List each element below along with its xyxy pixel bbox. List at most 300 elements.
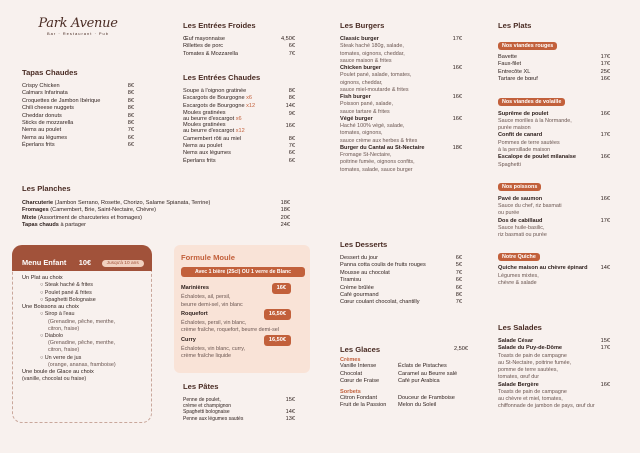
item-name: Tartare de bœuf [498,76,538,83]
item-price: 6€ [288,43,295,50]
flavor-name: Citron Fondant [340,394,378,401]
flavor-row [340,371,468,378]
menu-item [22,98,134,105]
flavor-row [340,395,468,402]
kids-glace-label: Une boule de Glace au choix [22,369,94,376]
tapas-list [22,83,134,150]
item-name: Cœur coulant chocolat, chantilly [340,299,420,306]
menu-item [498,218,610,225]
item-name [183,143,222,150]
tapas-title: Tapas Chaudes [22,68,78,77]
desserts-title: Les Desserts [340,240,388,249]
item-description: tomates, salade, sauce burger [340,166,413,173]
pates-section [183,382,295,424]
item-name [183,150,231,157]
item-name: Faux-filet [498,61,522,68]
poissons-list [498,196,610,240]
menu-item [498,69,610,76]
formule-content [181,253,305,360]
item-price: 4,50€ [281,36,295,42]
item-name: Éperlans frits [22,142,55,149]
glaces-title: Les Glaces [340,345,381,354]
kids-plat-label: Un Plat au choix [22,275,63,281]
flavor-name: Douceur de Framboise [398,394,455,401]
item-price: 17€ [600,345,610,352]
formule-title: Formule Moule [181,253,236,262]
item-description: riz basmati ou purée [498,232,547,239]
kids-plat-option: ○ Steak haché & frites [40,282,93,289]
entrees-froides-title: Les Entrées Froides [183,21,256,30]
menu-item [498,154,610,161]
item-quantity: x12 [244,102,256,109]
item-name: Tomates & Mozzarella [183,50,239,57]
item-price: 17€ [600,132,610,139]
menu-item [498,61,610,68]
kids-plat-option: ○ Poulet pané & frites [40,289,92,296]
item-name: Sticks de mozzarella [22,120,74,127]
item-name: Végé burger [340,115,373,122]
menu-item [22,120,134,127]
item-price: 16€ [600,381,610,388]
item-description: chèvre & salade [498,280,537,287]
item-name: Nems au légumes [22,134,68,141]
item-name-line: Camembert rôti au miel [183,135,242,142]
item-price: 5€ [455,262,462,269]
item-description: Sauce huile-basilic, [498,225,545,232]
kids-boisson-label: Une Boissons au choix [22,304,79,311]
burgers-section [340,21,462,174]
item-price: 8€ [127,97,134,104]
menu-item [340,116,462,123]
item-price: 16€ [285,123,295,130]
item-price: 16€ [600,110,610,117]
item-name: Panna cotta coulis de fruits rouges [340,262,426,269]
kids-boisson-option: (Grenadine, pêche, menthe, [48,318,116,325]
item-name: Chili cheese nuggets [22,105,74,112]
item-name: Marinières [181,285,209,291]
item-name [183,158,216,165]
item-description: Sauce du chef, riz basmati [498,203,562,210]
kids-boisson-option: citron, fraise) [48,347,80,354]
item-name: Entrecôte XL [498,68,531,75]
item-description: chiffonnade de jambon de pays, œuf dur [498,403,595,410]
item-price: 18€ [452,144,462,151]
formule-list [181,283,305,360]
cremes-list [340,363,468,385]
item-name: Salade César [498,338,534,344]
item-name-line: Éperlans frits [183,157,216,164]
flavor-row [340,363,468,370]
item-name: Roquefort [181,310,208,317]
item-name [183,416,243,423]
item-name-line: Escargots de Bourgogne [183,95,245,102]
volaille-list [498,111,610,169]
kids-age-badge: Jusqu'à 10 ans [102,260,144,267]
kids-boissons-list [22,311,148,369]
item-price: 14€ [600,265,610,272]
desserts-section [340,240,462,307]
item-description: sauce tartare & frites [340,108,390,115]
menu-item [498,196,610,203]
item-name [183,136,241,143]
menu-item [183,136,295,143]
item-price: 7€ [288,143,295,149]
volaille-tag: Nos viandes de volaille [498,98,565,106]
menu-item [340,255,462,262]
item-name [183,409,230,416]
menu-item [22,83,134,90]
poissons-tag: Nos poissons [498,183,541,191]
item-title: Tapas chauds [22,222,59,229]
item-price: 7€ [288,50,295,57]
item-name: Pavé de saumon [498,195,543,202]
menu-item [22,222,290,229]
flavor-row [340,378,468,385]
item-price: 16€ [600,195,610,202]
logo [36,16,120,36]
item-price: 16€ [272,283,291,294]
item-price: 17€ [452,36,462,42]
item-name: Salade Bergère [498,381,539,388]
plats-section [498,21,610,287]
kids-menu-content [22,275,148,384]
item-price: 18€ [280,200,290,206]
entrees-chaudes-section [183,73,295,165]
item-price: 17€ [600,54,610,60]
item-detail: à partager [58,222,86,229]
item-quantity: x12 [234,128,245,134]
item-description: beurre demi-sel, vin blanc [181,301,243,308]
menu-item [340,65,462,72]
menu-item [340,36,462,43]
item-name: Crispy Chicken [22,83,60,89]
item-description: sauce miel-moutarde & frites [340,86,409,93]
item-title: Fromages [22,207,49,214]
item-price: 7€ [455,269,462,276]
flavor-name: Chocolat [340,370,363,377]
item-price: 7€ [127,127,134,134]
item-name: Nems au poulet [22,127,62,134]
item-price: 8€ [288,88,295,94]
menu-item [183,397,295,409]
menu-item [183,95,295,102]
item-description: au St-Nectaire, poitrine fumée, [498,360,572,367]
item-name: Confit de canard [498,132,543,139]
item-price: 16,50€ [264,335,291,346]
menu-item [183,103,295,110]
quiche-list [498,265,610,287]
formule-item [181,283,305,294]
item-name: Café gourmand [340,292,379,299]
menu-item [22,90,134,97]
item-description: Échalotes, persil, vin blanc, [181,320,247,327]
item-description: Poisson pané, salade, [340,101,394,108]
formule-item [181,309,305,320]
item-name-line: Moules gratinées [183,110,226,117]
item-description: oignons, cheddar, [340,79,383,86]
glaces-sorbets-label: Sorbets [340,388,361,395]
item-name: Dessert du jour [340,255,378,261]
item-name: Croquettes de Jambon Ibérique [22,97,101,104]
burgers-list [340,36,462,174]
planches-list [22,200,290,230]
item-name-line: Spaghetti bolognaise [183,409,230,415]
entrees-froides-section [183,21,295,58]
item-name: Dos de cabillaud [498,217,543,224]
item-name [183,88,246,95]
menu-item [340,145,462,152]
plats-title: Les Plats [498,21,532,30]
menu-item [498,132,610,139]
item-description: pomme de terre sautées, [498,367,558,374]
sorbets-list [340,395,468,410]
item-name [183,103,255,110]
menu-item [498,111,610,118]
item-price: 6€ [127,142,134,149]
menu-item [22,127,134,134]
quiche-tag: Notre Quiche [498,253,540,261]
kids-boisson-option: (Grenadine, pêche, menthe, [48,340,116,347]
menu-item [183,150,295,157]
item-name-line: au beurre d'escargot [183,128,235,134]
flavor-name: Éclats de Pistaches [398,363,447,370]
menu-item [498,338,610,345]
item-name: Classic burger [340,36,379,42]
item-name [22,207,156,214]
item-description: Steak haché 180g, salade, [340,43,404,50]
item-title: Charcuterie [22,200,54,206]
menu-item [340,285,462,292]
menu-item [340,270,462,277]
glaces-cremes-label: Crèmes [340,357,361,364]
item-price: 16,50€ [264,309,291,320]
menu-item [183,36,295,43]
item-price: 6€ [455,284,462,291]
item-price: 7€ [455,299,462,306]
item-price: 8€ [455,292,462,299]
planches-title: Les Planches [22,184,71,193]
item-description: Échalotes, vin blanc, curry, [181,346,246,353]
viandes-rouges-list [498,54,610,84]
burgers-title: Les Burgers [340,21,385,30]
viandes-rouges-tag: Nos viandes rouges [498,42,557,50]
item-price: 16€ [600,76,610,83]
item-name: Suprême de poulet [498,110,549,117]
item-name-line: au beurre d'escargot [183,115,235,122]
menu-item [22,113,134,120]
formule-item [181,335,305,346]
item-description: Échalotes, ail, persil, [181,294,231,301]
item-detail: (Camembert, Brie, Saint-Nectaire, Chèvre) [48,207,156,214]
item-description: Poulet pané, salade, tomates, [340,72,412,79]
menu-item [498,76,610,83]
glaces-section [340,346,468,409]
item-description: Légumes mixtes, [498,272,539,279]
item-price: 8€ [127,112,134,119]
flavor-name: Fruit de la Passion [340,402,387,409]
item-price: 6€ [455,277,462,284]
item-price: 20€ [280,214,290,221]
item-name [183,95,252,102]
logo-tagline: Bar · Restaurant · Pub [46,31,110,36]
item-name: Fish burger [340,94,371,101]
item-name [22,215,142,222]
item-title: Mixte [22,214,37,221]
kids-boisson-option: citron, fraise) [48,325,80,332]
menu-item [340,292,462,299]
kids-boisson-option: ○ Sirop à l'eau [40,311,75,318]
item-name-line: Soupe à l'oignon gratinée [183,88,247,94]
item-price: 6€ [455,255,462,261]
item-price: 6€ [288,150,295,157]
item-description: Toasts de pain de campagne [498,352,567,359]
item-price: 16€ [452,65,462,72]
item-name [183,111,242,122]
menu-item [498,382,610,389]
kids-boisson-option: (orange, ananas, framboise) [48,361,116,368]
flavor-name: Cœur de Fraise [340,378,380,385]
glaces-price: 2,50€ [454,346,468,352]
menu-item [183,123,295,134]
item-name: Burger du Cantal au St-Nectaire [340,144,425,151]
menu-item [498,265,610,272]
item-name-line: Escargots de Bourgogne [183,102,245,109]
item-name-line: crème et champignon [183,403,232,409]
menu-item [22,207,290,214]
menu-item [183,143,295,150]
item-detail: (Assortiment de charcuteries et fromages) [36,214,143,221]
item-price: 14€ [285,409,295,415]
menu-item [340,299,462,306]
item-description: Toasts de pain de campagne [498,389,567,396]
entrees-froides-list [183,36,295,58]
item-price: 8€ [127,83,134,89]
planches-section [22,184,290,230]
pates-title: Les Pâtes [183,382,219,391]
menu-item [183,88,295,95]
menu-item [498,54,610,61]
item-name: Chicken burger [340,65,382,72]
item-price: 16€ [452,115,462,122]
item-description: Fromage St-Nectaire, [340,152,392,159]
item-price: 17€ [600,61,610,68]
item-name-line: Penne aux légumes sautés [183,416,244,423]
menu-item [22,105,134,112]
item-name: Calmars Infarinata [22,90,68,97]
item-price: 6€ [288,157,295,164]
kids-boisson-option: ○ Diabolo [40,333,64,340]
flavor-row [340,402,468,409]
menu-item [340,277,462,284]
menu-item [340,94,462,101]
menu-item [22,142,134,149]
item-name: Tiramisu [340,277,362,284]
item-price: 14€ [285,102,295,109]
item-name [22,222,86,229]
item-description: tomates, œuf dur [498,374,540,381]
item-name: Salade du Puy-de-Dôme [498,345,563,352]
item-description: poitrine fumée, oignons confits, [340,159,415,166]
kids-menu-title-row [22,252,152,270]
item-price: 8€ [288,135,295,142]
item-price: 16€ [600,154,610,161]
entrees-chaudes-list [183,88,295,165]
item-name: Œuf mayonnaise [183,36,225,42]
item-description: Haché 100% végé, salade, [340,123,405,130]
kids-menu-title: Menu Enfant [22,258,67,267]
item-description: au chèvre et miel, tomates, [498,396,563,403]
kids-menu-price: 10€ [78,258,92,267]
logo-name: Park Avenue [38,16,118,31]
item-price: 18€ [280,207,290,214]
tapas-section [22,68,134,150]
item-detail: (Jambon Serrano, Rosette, Chorizo, Salame Spianata, Terrine) [53,200,211,206]
item-name: Rillettes de porc [183,43,224,50]
item-price: 24€ [280,222,290,229]
item-name-line: Nems aux légumes [183,150,231,157]
item-name [183,123,245,134]
item-price: 25€ [600,68,610,75]
menu-item [22,215,290,222]
item-description: crème fraîche liquide [181,353,232,360]
item-price: 17€ [600,217,610,224]
item-name-line: Moules gratinées [183,122,226,129]
item-description: ou purée [498,210,520,217]
flavor-name: Vanille Intense [340,363,377,370]
salades-list [498,338,610,411]
item-price: 15€ [285,397,295,403]
kids-plat-option: ○ Spaghetti Bolognaise [40,296,96,303]
menu-item [183,111,295,122]
desserts-list [340,255,462,307]
item-name-line: Penne de poulet, [183,397,221,403]
formule-subtitle: Avec 1 bière (25cl) OU 1 verre de Blanc [181,267,305,277]
item-price: 13€ [285,416,295,423]
flavor-name: Caramel au Beurre salé [398,370,458,377]
menu-item [498,345,610,352]
item-quantity: x6 [234,115,242,122]
item-description: Pommes de terre sautées [498,139,560,146]
item-description: crème fraîche, roquefort, beurre demi-sel [181,327,279,334]
menu-item [183,158,295,165]
item-description: sauce crème aux herbes & frites [340,137,418,144]
item-name: Mousse au chocolat [340,269,390,276]
item-price: 8€ [127,105,134,112]
item-name [183,397,231,409]
item-price: 15€ [600,338,610,344]
item-description: purée maison [498,125,531,132]
item-name: Crème brûlée [340,284,374,291]
item-description: tomates, oignons, [340,130,383,137]
item-name: Cheddar donuts [22,112,62,119]
menu-item [183,43,295,50]
item-price: 6€ [127,134,134,141]
flavor-name: Melon du Soleil [398,402,437,409]
item-name: Curry [181,336,196,343]
item-name: Escalope de poulet milanaise [498,154,577,161]
item-description: sauce maison & frites [340,57,392,64]
item-price: 16€ [452,94,462,101]
entrees-chaudes-title: Les Entrées Chaudes [183,73,261,82]
item-price: 8€ [127,120,134,127]
item-description: à la persillade maison [498,147,551,154]
item-price: 8€ [127,90,134,97]
kids-plats-list [22,282,148,304]
item-name: Quiche maison au chèvre épinard [498,265,588,272]
item-quantity: x6 [244,95,253,102]
menu-item [183,409,295,416]
menu-item [340,262,462,269]
